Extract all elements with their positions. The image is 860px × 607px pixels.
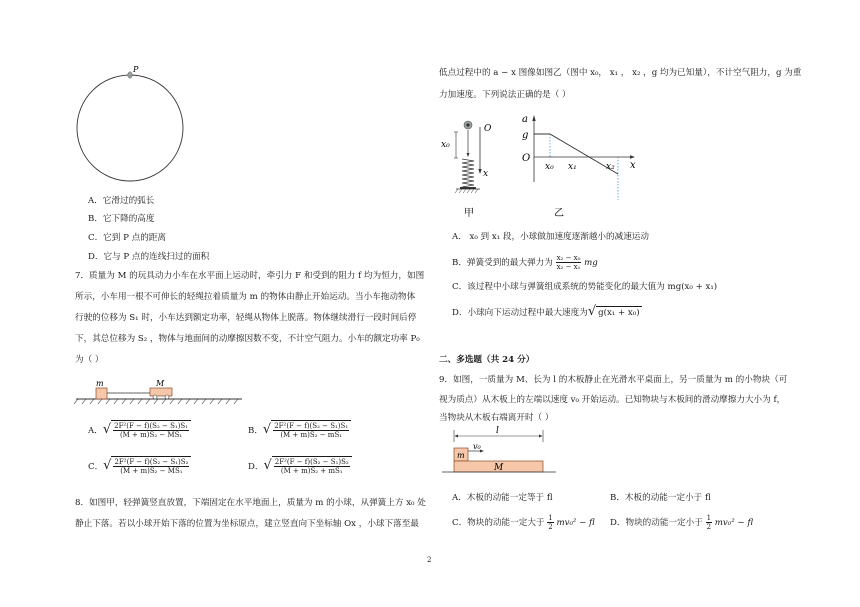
q7-option-b-letter: B． — [248, 426, 263, 436]
jia-caption: 甲 — [464, 208, 474, 219]
q7-option-c: C．√ $\frac{\text{2F²(F − f)(S₂ − S₁)S₂}}{\text{(M + m)S₂ − MS₁}}$ — [88, 456, 191, 475]
q9-m-label: m — [457, 451, 465, 460]
q7-option-b: B．√ $\frac{\text{2F²(F − f)(S₂ − S₁)S₁}}{\text{(M + m)S₂ − mS₁}}$ — [248, 420, 351, 439]
q9-option-c-text: C．物块的动能一定大于 — [452, 518, 545, 528]
q7-line-5: 为（ ） — [75, 355, 104, 365]
q9-option-d-half-num: 1 — [706, 514, 712, 522]
yi-x1-label: x₁ — [568, 162, 577, 172]
q7-option-b-den: (M + m)S₂ − mS₁ — [280, 431, 343, 439]
q7-option-d-num: 2F²(F − f)(S₂ − S₁)S₂ — [274, 458, 349, 466]
yi-a-label: a — [522, 114, 528, 125]
q8-option-d-text: D．小球向下运动过程中最大速度为 — [452, 308, 588, 318]
ax-graph-yi — [516, 110, 646, 222]
page-number: 2 — [427, 556, 432, 564]
q9-option-c-expr: mv₀² − fl — [556, 518, 595, 528]
q6-option-d: D．它与 P 点的连线扫过的面积 — [88, 252, 210, 262]
q7-line-2: 所示，小车用一根不可伸长的轻绳拉着质量为 m 的物体由静止开始运动。当小车拖动物体 — [75, 292, 416, 302]
q7-option-a-letter: A． — [88, 426, 103, 436]
q9-line-2: 视为质点）从木板上的左端以速度 v₀ 开始运动。已知物块与木板间的滑动摩擦力大小为 f， — [439, 395, 786, 405]
q9-line-3: 当物块从木板右端离开时（ ） — [439, 413, 554, 423]
q8-cont-line-1: 低点过程中的 a − x 图像如图乙（图中 x₀， x₁ ， x₂ ，g 均为已知量），不计空气阻力，g 为重 — [439, 68, 802, 78]
yi-g-label: g — [522, 130, 529, 141]
q8-option-b — [452, 254, 598, 271]
q8-option-c: C．该过程中小球与弹簧组成系统的势能变化的最大值为 mg(x₀ + x₁) — [452, 282, 718, 292]
q7-option-d: D．√ $\frac{\text{2F²(F − f)(S₂ − S₁)S₂}}{\text{(M + m)S₂ + mS₁}}$ — [248, 456, 352, 475]
q7-option-d-den: (M + m)S₂ + mS₁ — [280, 467, 343, 475]
jia-O-label: O — [484, 124, 492, 134]
q9-v0-label: v₀ — [473, 442, 481, 451]
q9-l-label: l — [496, 426, 499, 436]
yi-x2-label: x₂ — [606, 162, 615, 172]
yi-caption: 乙 — [554, 208, 564, 219]
q9-option-c — [452, 514, 595, 531]
q8-option-a: A． x₀ 到 x₁ 段，小球做加速度逐渐越小的减速运动 — [452, 232, 649, 242]
q7-option-b-num: 2F²(F − f)(S₂ − S₁)S₁ — [274, 422, 349, 430]
jia-x-label: x — [483, 169, 489, 179]
q9-option-c-half-num: 1 — [548, 514, 553, 522]
q7-figure — [74, 375, 244, 409]
q7-line-4: 下，其总位移为 S₂ ，物体与地面间的动摩擦因数不变，不计空气阻力。小车的额定功率 P₀ — [75, 334, 420, 344]
q9-option-d-text: D．物块的动能一定小于 — [610, 518, 703, 528]
q8-option-b-text: B．弹簧受到的最大弹力为 — [452, 258, 553, 268]
q8-line-2: 静止下落。若以小球开始下落的位置为坐标原点，建立竖直向下坐标轴 Ox ，小球下落至最 — [75, 519, 419, 529]
q7-option-a: A．√ $\frac{\text{2F²(F − f)(S₂ − S₁)S₁}}{\text{(M + m)S₂ − MS₁}}$ — [88, 420, 191, 439]
q9-option-d-half-den: 2 — [706, 523, 712, 531]
jia-x0-label: x₀ — [441, 140, 450, 150]
q7-option-c-num: 2F²(F − f)(S₂ − S₁)S₂ — [114, 458, 189, 466]
q9-line-1: 9．如图，一质量为 M、长为 l 的木板静止在光滑水平桌面上，另一质量为 m 的小物块（可 — [439, 375, 788, 385]
q6-option-a: A．它滑过的弧长 — [88, 196, 155, 206]
section-title-multi-choice: 二、多选题（共 24 分） — [439, 355, 535, 365]
q8-option-b-den: x₂ − x₁ — [556, 263, 581, 271]
circle-figure — [70, 64, 195, 189]
q7-line-3: 行驶的位移为 S₁ 时，小车达到额定功率，轻绳从物体上脱落。物体继续滑行一段时间后停 — [75, 313, 417, 323]
q6-option-c: C．它到 P 点的距离 — [88, 233, 166, 243]
spring-figure-jia — [440, 114, 502, 222]
q9-M-label: M — [494, 463, 504, 473]
q7-car-M-label: M — [156, 379, 165, 388]
q9-option-d-expr: mv₀² − fl — [714, 518, 754, 528]
q7-option-c-letter: C． — [88, 462, 104, 472]
q7-option-a-den: (M + m)S₂ − MS₁ — [119, 431, 183, 439]
q9-option-b: B．木板的动能一定小于 fl — [610, 493, 711, 503]
q8-option-b-num: x₂ − x₀ — [556, 254, 581, 262]
q9-option-c-half-den: 2 — [548, 523, 553, 531]
yi-x-label: x — [630, 160, 636, 171]
q7-option-d-letter: D． — [248, 462, 264, 472]
q7-option-c-den: (M + m)S₂ − MS₁ — [120, 467, 183, 475]
circle-point-label: P — [133, 65, 139, 74]
q8-option-d: D．小球向下运动过程中最大速度为√ g(x₁ + x₀) — [452, 304, 640, 319]
q8-cont-line-2: 力加速度。下列说法正确的是（ ） — [439, 90, 571, 100]
yi-O-label: O — [522, 153, 531, 164]
q7-option-a-num: 2F²(F − f)(S₂ − S₁)S₁ — [114, 422, 189, 430]
q7-block-m-label: m — [96, 379, 104, 388]
q9-figure — [440, 426, 560, 486]
q8-line-1: 8．如图甲，轻弹簧竖直放置，下端固定在水平地面上，质量为 m 的小球，从弹簧上方 x₀ 处 — [75, 498, 426, 508]
yi-x0-label: x₀ — [545, 162, 554, 172]
q9-option-a: A．木板的动能一定等于 fl — [452, 493, 553, 503]
q8-option-d-radicand: g(x₁ + x₀) — [598, 308, 640, 318]
q7-line-1: 7．质量为 M 的玩具动力小车在水平面上运动时，牵引力 F 和受到的阻力 f 均为恒力，如图 — [75, 271, 425, 281]
q9-option-d — [610, 514, 753, 531]
q8-option-b-mg: mg — [584, 258, 598, 268]
q6-option-b: B．它下降的高度 — [88, 214, 155, 224]
